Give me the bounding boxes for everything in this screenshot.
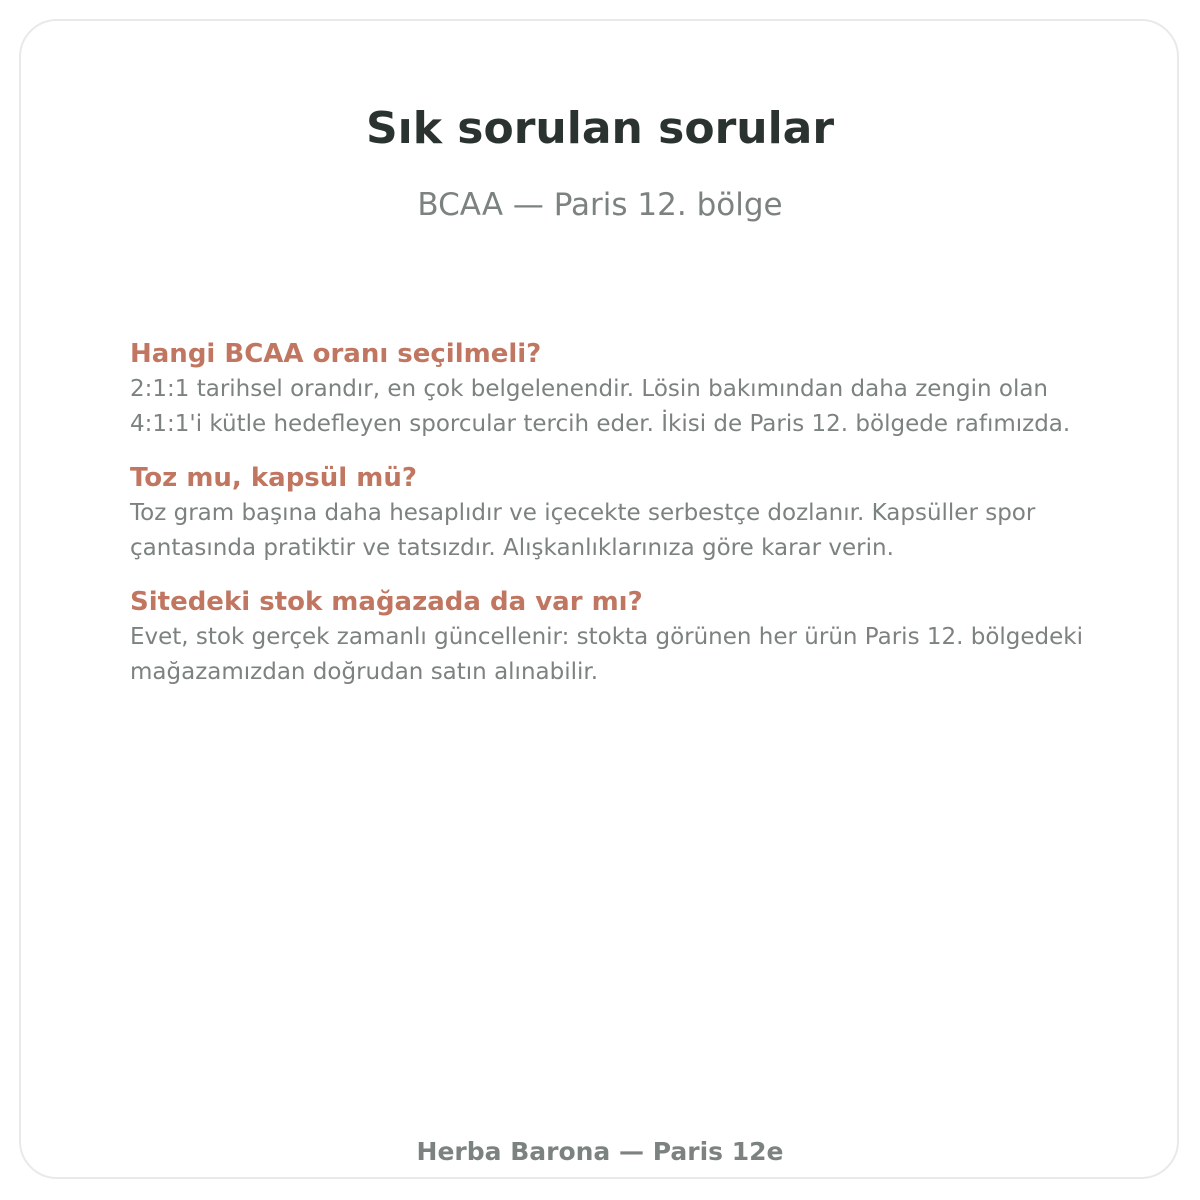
faq-question: Toz mu, kapsül mü? — [130, 463, 417, 493]
faq-question: Sitedeki stok mağazada da var mı? — [130, 587, 643, 617]
page-title: Sık sorulan sorular — [365, 103, 835, 154]
faq-answer: Evet, stok gerçek zamanlı güncellenir: stokta görünen her ürün Paris 12. bölgedeki mağazamızdan doğrudan satın alınabilir. — [130, 624, 1084, 685]
faq-answer: Toz gram başına daha hesaplıdır ve içecekte serbestçe dozlanır. Kapsüller spor çantasında pratiktir ve tatsızdır. Alışkanlıklarınıza göre karar verin. — [130, 500, 1036, 561]
faq-question: Hangi BCAA oranı seçilmeli? — [130, 339, 542, 369]
page-subtitle: BCAA — Paris 12. bölge — [417, 187, 783, 223]
faq-item — [130, 584, 1120, 690]
faq-item — [130, 460, 1120, 566]
faq-list — [130, 336, 1120, 708]
footer-brand: Herba Barona — Paris 12e — [416, 1137, 784, 1166]
faq-answer: 2:1:1 tarihsel orandır, en çok belgelenendir. Lösin bakımından daha zengin olan 4:1:1'i kütle hedefleyen sporcular tercih eder. İkisi de Paris 12. bölgede rafımızda. — [130, 376, 1071, 437]
faq-item — [130, 336, 1120, 442]
